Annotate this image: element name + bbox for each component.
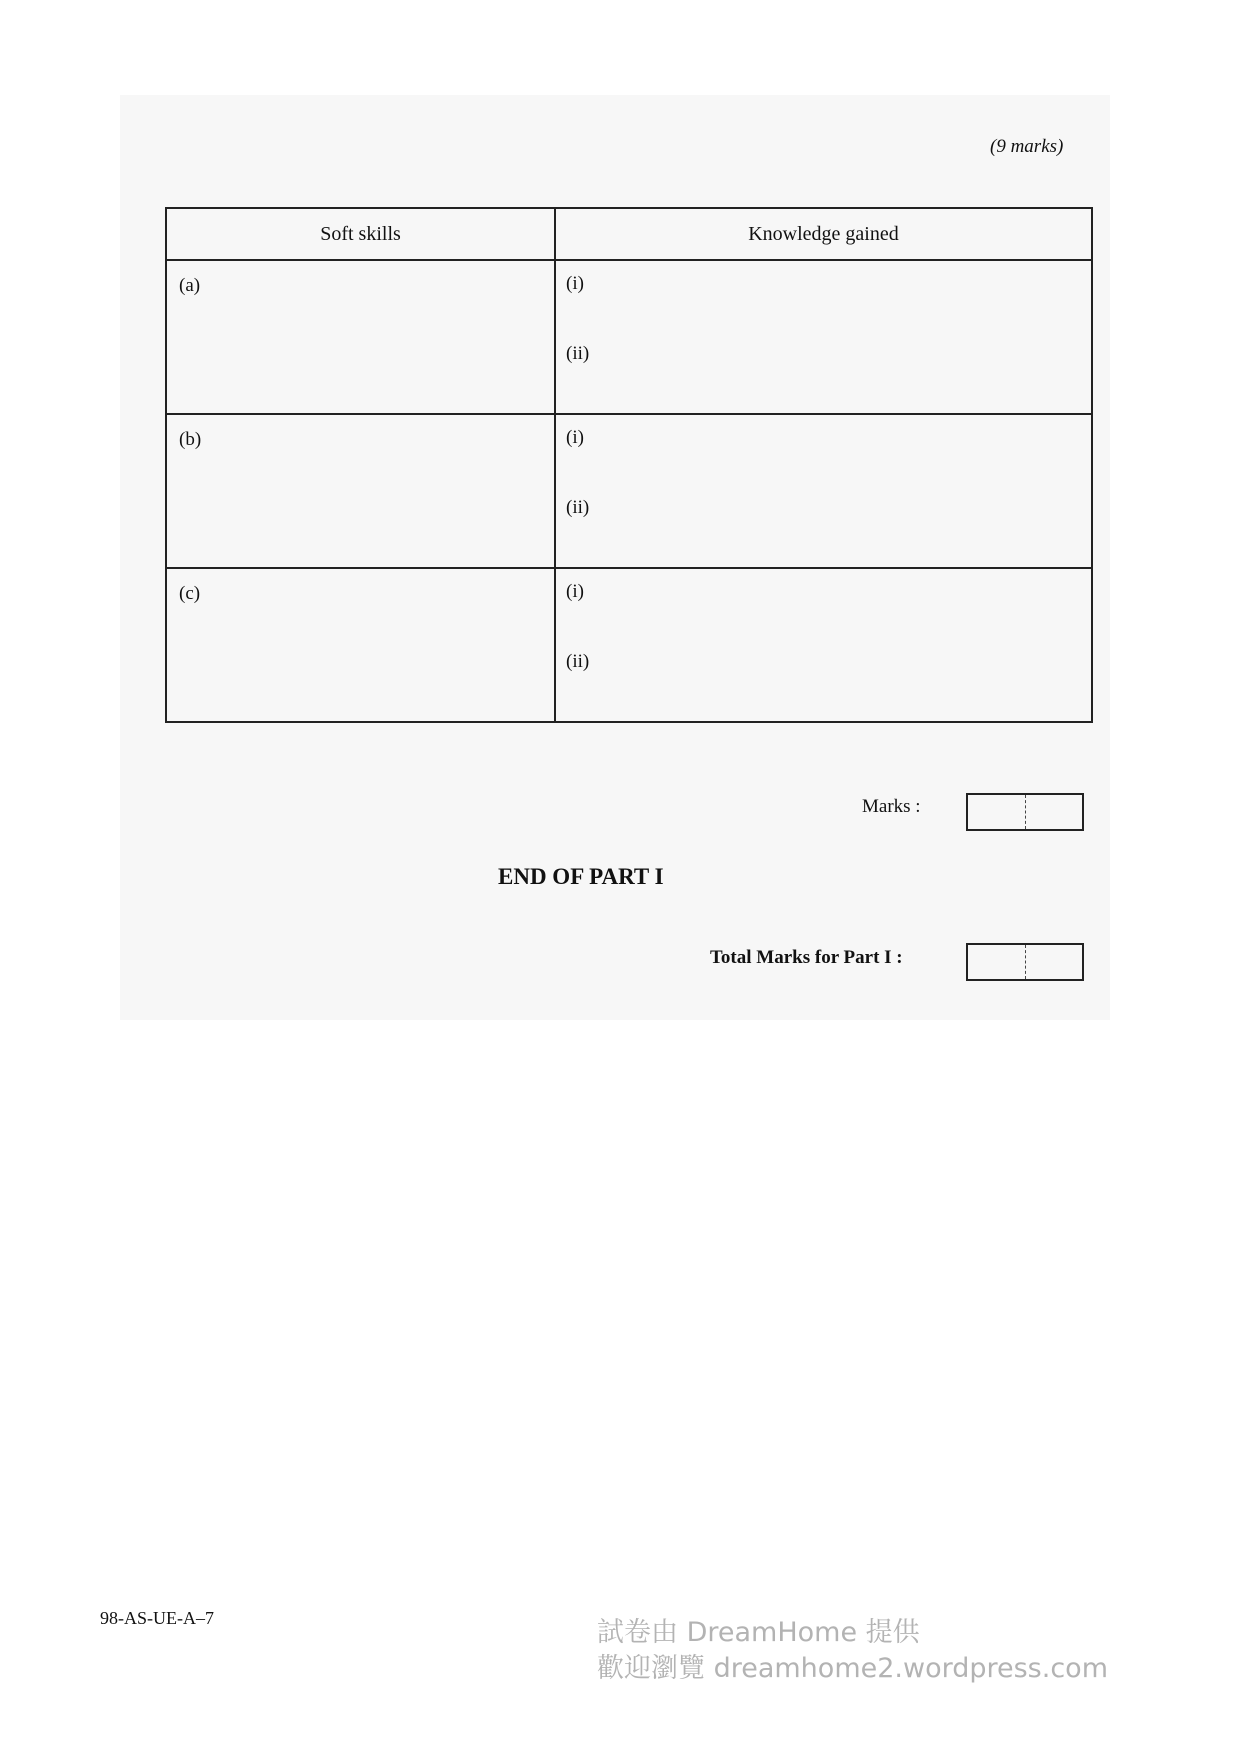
- table-row: [166, 260, 1092, 414]
- subitem-label: (i): [566, 581, 584, 602]
- end-of-part-title: END OF PART I: [498, 864, 664, 889]
- marks-score-box[interactable]: [966, 793, 1084, 831]
- watermark: [597, 1615, 1108, 1687]
- table-row: [166, 414, 1092, 568]
- knowledge-answer-cell-b[interactable]: [555, 414, 1092, 568]
- row-label: (b): [179, 429, 202, 450]
- row-label: (c): [179, 583, 201, 604]
- total-marks-label: Total Marks for Part I :: [710, 947, 903, 968]
- knowledge-answer-cell-c[interactable]: [555, 568, 1092, 722]
- table-row: [166, 568, 1092, 722]
- marks-label: Marks :: [862, 796, 921, 817]
- subitem-label: (ii): [566, 651, 590, 672]
- header-knowledge-gained: Knowledge gained: [555, 208, 1092, 260]
- soft-skill-answer-cell-a[interactable]: [166, 260, 555, 414]
- header-soft-skills: Soft skills: [166, 208, 555, 260]
- subitem-label: (ii): [566, 343, 590, 364]
- soft-skill-answer-cell-c[interactable]: [166, 568, 555, 722]
- table-header-row: [166, 208, 1092, 260]
- score-box-divider: [1025, 795, 1026, 829]
- total-marks-score-box[interactable]: [966, 943, 1084, 981]
- subitem-label: (ii): [566, 497, 590, 518]
- soft-skills-table: [165, 207, 1093, 723]
- knowledge-answer-cell-a[interactable]: [555, 260, 1092, 414]
- question-marks-note: (9 marks): [990, 136, 1064, 157]
- watermark-line-1: 試卷由 DreamHome 提供: [597, 1617, 920, 1648]
- watermark-line-2: 歡迎瀏覽 dreamhome2.wordpress.com: [597, 1653, 1108, 1684]
- page-code: 98-AS-UE-A–7: [100, 1608, 214, 1628]
- score-box-divider: [1025, 945, 1026, 979]
- soft-skill-answer-cell-b[interactable]: [166, 414, 555, 568]
- subitem-label: (i): [566, 273, 584, 294]
- subitem-label: (i): [566, 427, 584, 448]
- row-label: (a): [179, 275, 201, 296]
